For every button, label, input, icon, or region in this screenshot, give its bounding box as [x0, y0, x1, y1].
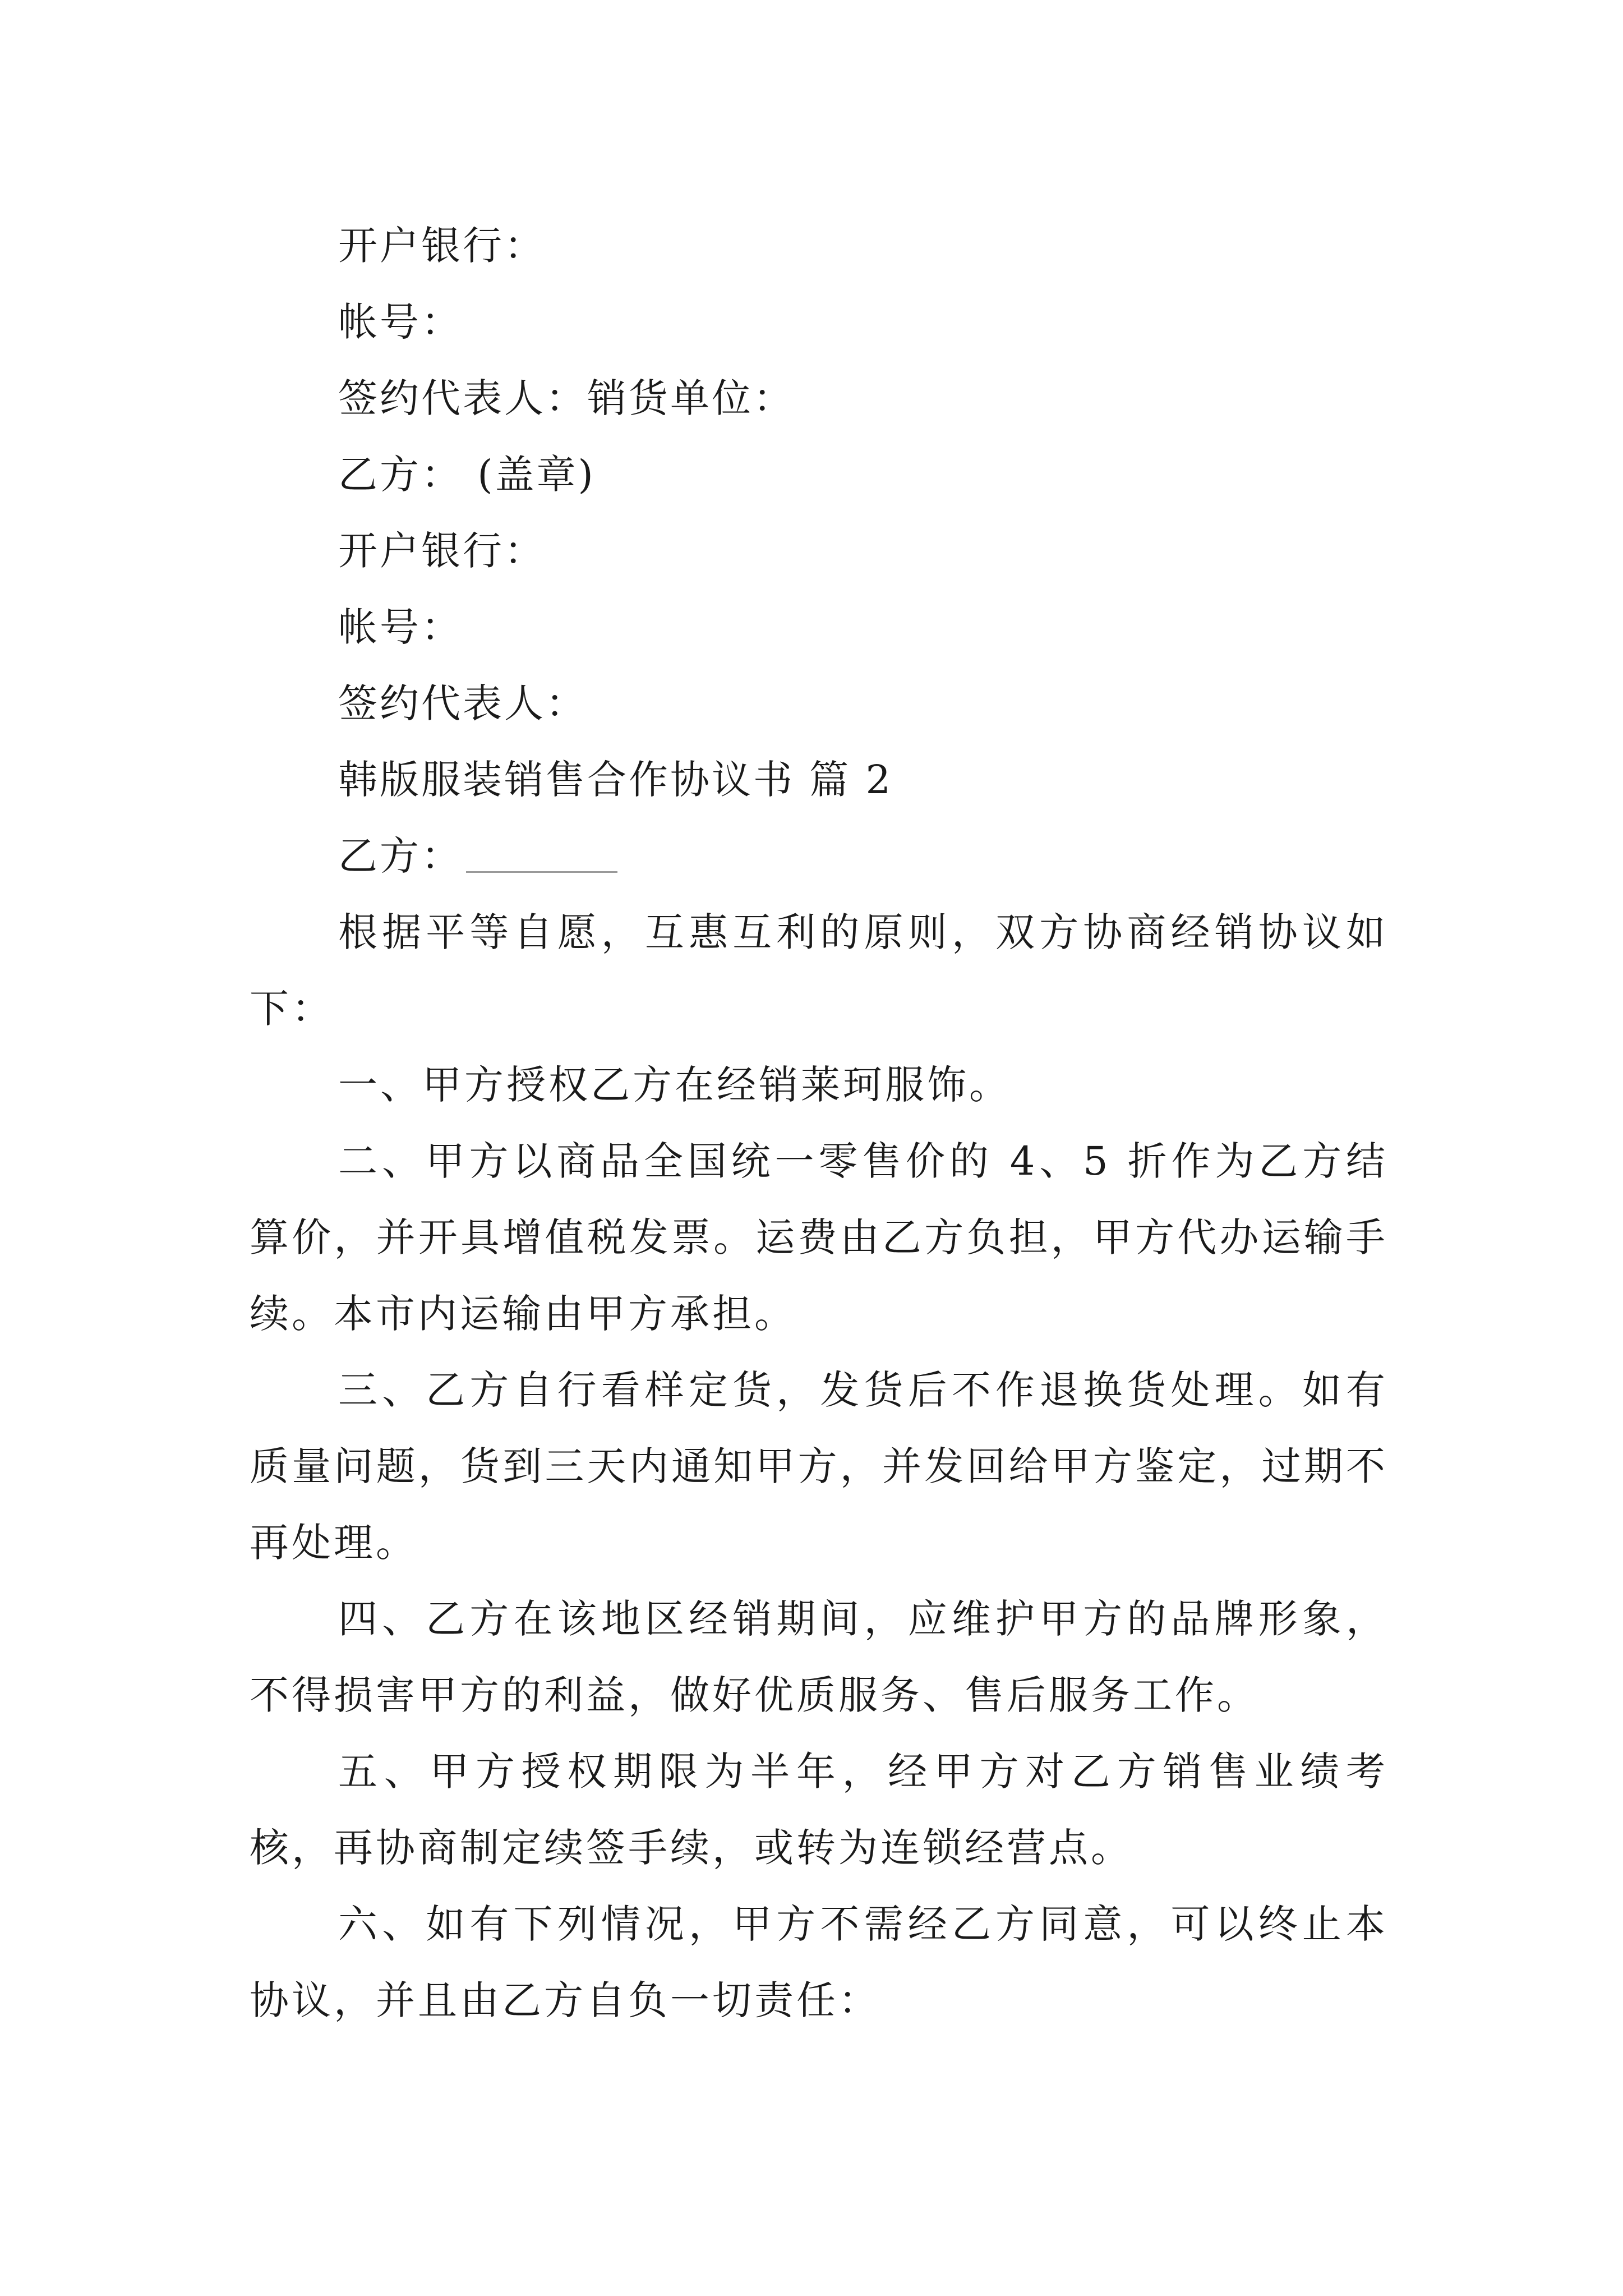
section-title: 韩版服装销售合作协议书 篇 2 [338, 757, 893, 803]
bank-label-1: 开户银行： [338, 223, 546, 269]
paragraph-clause-3: 三、乙方自行看样定货，发货后不作退换货处理。如有质量问题，货到三天内通知甲方，并发回给甲方鉴定，过期不再处理。 [250, 1367, 1388, 1566]
paragraph-intro: 根据平等自愿，互惠互利的原则，双方协商经销协议如下： [250, 909, 1388, 1032]
document-body [250, 208, 1388, 2039]
paragraph-clause-5: 五、甲方授权期限为半年，经甲方对乙方销售业绩考核，再协商制定续签手续，或转为连锁经营点。 [250, 1749, 1388, 1871]
paragraph-clause-2: 二、甲方以商品全国统一零售价的 4、5 折作为乙方结算价，并开具增值税发票。运费由乙方负担，甲方代办运输手续。本市内运输由甲方承担。 [250, 1138, 1388, 1337]
paragraph-clause-6: 六、如有下列情况，甲方不需经乙方同意，可以终止本协议，并且由乙方自负一切责任： [250, 1901, 1388, 2023]
signatory-seller-label: 签约代表人：销货单位： [338, 375, 795, 421]
party-b-label: 乙方： [338, 833, 463, 879]
signatory-label: 签约代表人： [338, 680, 587, 726]
paragraph-clause-1: 一、甲方授权乙方在经销莱珂服饰。 [338, 1062, 1011, 1108]
party-b-line [250, 818, 1388, 894]
party-b-seal-label: 乙方： (盖章) [338, 452, 596, 498]
bank-label-2: 开户银行： [338, 528, 546, 574]
account-label-2: 帐号： [338, 604, 463, 650]
paragraph-clause-4: 四、乙方在该地区经销期间，应维护甲方的品牌形象，不得损害甲方的利益，做好优质服务、售后服务工作。 [250, 1596, 1388, 1718]
party-b-blank-field [466, 838, 617, 873]
account-label-1: 帐号： [338, 299, 463, 345]
